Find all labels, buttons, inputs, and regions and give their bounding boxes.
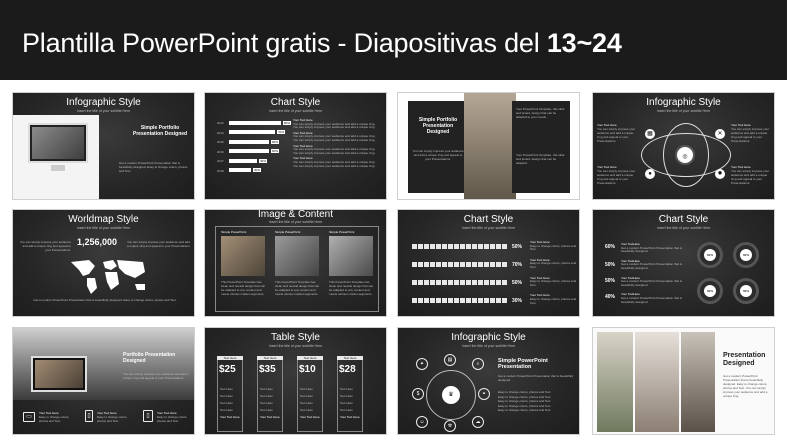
- tools-icon: ✕: [715, 129, 725, 139]
- slide-subtitle: Insert the title of your subtitle Here: [656, 226, 711, 230]
- price-value: $28: [339, 364, 356, 375]
- row-percent: 50%: [605, 278, 616, 284]
- monitor-icon: [31, 356, 87, 392]
- donut-chart: 60%: [697, 278, 723, 304]
- puzzle-bar: [412, 298, 508, 303]
- slide-thumbnail-24[interactable]: [592, 327, 775, 435]
- slide-heading: Simple PowerPoint Presentation: [498, 358, 548, 370]
- bottom-text: Get a modern PowerPoint Presentation that is beautifully designed. Easy to change colors, photos and Text.: [33, 298, 177, 302]
- plant-photo: [597, 332, 633, 432]
- column-body: This PowerPoint Template has clean and neutral design that can be adapted to any content and meets various market segments.: [221, 280, 266, 296]
- puzzle-bar: [412, 280, 508, 285]
- monitor-icon: [28, 123, 88, 163]
- bar-percent: 30%: [512, 298, 523, 304]
- text-block: Your Text Here You can simply impress your audience and add a unique zing and appeal to your Presentations.: [731, 165, 770, 185]
- year-labels: 2013 2014 2015 2016 2017 2018: [217, 121, 224, 173]
- left-text: You can simply impress your audience and add a unique zing and appeal to your Presentations.: [19, 240, 71, 252]
- text-block: Your Text Here You can simply impress your audience and add a unique zing and appeal to your Presentations.: [731, 123, 770, 143]
- phone-icon: ▯: [85, 410, 93, 422]
- slide-thumbnail-22[interactable]: [204, 327, 387, 435]
- donut-chart: 60%: [733, 242, 759, 268]
- slide-title: Worldmap Style: [68, 214, 139, 225]
- cloud-icon: ☁: [472, 416, 484, 428]
- row-labels: Text Here Text Here Text Here Text Here Your Text Here: [300, 387, 320, 419]
- slide-body: Get a modern PowerPoint Presentation that is beautifully designed. Easy to change colors, photos and Text. You can simply impress your audience and add a unique zing.: [723, 374, 768, 398]
- bar-value: 40%: [260, 159, 267, 163]
- slide-thumbnail-19[interactable]: [397, 209, 580, 317]
- row-percent: 50%: [605, 262, 616, 268]
- desktop-icon: ▭: [23, 412, 35, 422]
- slide-subtitle: Insert the title of your subtitle Here: [76, 226, 131, 230]
- slide-title: Infographic Style: [646, 97, 721, 108]
- column-header: Text Here: [337, 356, 363, 360]
- row-labels: Text Here Text Here Text Here Text Here Your Text Here: [220, 387, 240, 419]
- grid-icon: ▦: [645, 129, 655, 139]
- slide-thumbnail-23[interactable]: [397, 327, 580, 435]
- slide-thumbnail-14[interactable]: [204, 92, 387, 200]
- side-text: Your PowerPoint Template, this slide and texted, design that can be adapted to your needs.: [516, 107, 565, 119]
- donut-chart: 60%: [697, 242, 723, 268]
- chart-bar: [229, 149, 269, 153]
- lightbulb-icon: ✦: [416, 358, 428, 370]
- price-value: $25: [219, 364, 236, 375]
- slide-title: Chart Style: [658, 214, 709, 225]
- price-value: $35: [259, 364, 276, 375]
- slide-subtitle: Insert the title of your subtitle Here: [268, 344, 323, 348]
- chart-bar: [229, 121, 281, 125]
- search-icon: ⌕: [472, 358, 484, 370]
- column-label: Simple PowerPoint: [275, 230, 301, 234]
- slide-heading: Simple Portfolio Presentation Designed: [418, 117, 458, 135]
- slide-title: Infographic Style: [451, 332, 526, 343]
- slide-heading: Presentation Designed: [723, 352, 766, 367]
- column-body: This PowerPoint Template has clean and neutral design that can be adapted to any content and meets various market segments.: [275, 280, 320, 296]
- device-text: Your Text Here Easy to change colors, photos and Text.: [39, 411, 70, 423]
- bar-value: 60%: [272, 140, 279, 144]
- column-header: Text Here: [297, 356, 323, 360]
- bar-percent: 50%: [512, 244, 523, 250]
- image-placeholder: [329, 236, 373, 276]
- row-percent: 40%: [605, 294, 616, 300]
- notes: Your Text Here Easy to change colors, photos and Text. Your Text Here Easy to change colors, photos and Text. Your Text Here Easy to change colors, photos and Text. Your Text Here Easy to change colors, photos and Text.: [530, 240, 577, 305]
- banner-title-range: 13~24: [546, 28, 622, 58]
- bar-percent: 50%: [512, 280, 523, 286]
- slide-subtitle: Insert the title of your subtitle Here: [461, 226, 516, 230]
- user-icon: ●: [645, 169, 655, 179]
- bar-value: 30%: [254, 168, 261, 172]
- bar-value: 70%: [278, 130, 285, 134]
- bullet-list: Easy to change colors, photos and Text. Easy to change colors, photos and Text. Easy to change colors, photos and Text. Easy to change colors, photos and Text. Easy to change colors, photos and Text.: [498, 390, 552, 412]
- text-block: Your Text Here You can simply impress your audience and add a unique zing and appeal to your Presentations.: [597, 165, 636, 185]
- slide-title: Table Style: [271, 332, 320, 343]
- slide-subtitle: Insert the title of your subtitle Here: [268, 109, 323, 113]
- donut-chart: 60%: [733, 278, 759, 304]
- column-label: Simple PowerPoint: [221, 230, 247, 234]
- slide-heading: Simple Portfolio Presentation Designed: [132, 125, 188, 137]
- slide-subtitle: Insert the title of your subtitle Here: [461, 344, 516, 348]
- side-text: Your PowerPoint Template, this slide and texted, design that can be adapted.: [516, 153, 565, 165]
- slide-title: Image & Content: [257, 209, 334, 220]
- slide-subtitle: Insert the title of your subtitle Here: [656, 109, 711, 113]
- column-body: This PowerPoint Template has clean and neutral design that can be adapted to any content and meets various market segments.: [329, 280, 374, 296]
- people-icon: ☺: [416, 416, 428, 428]
- person-photo: [464, 93, 516, 200]
- slide-title: Chart Style: [270, 97, 321, 108]
- column-label: Simple PowerPoint: [329, 230, 355, 234]
- slide-thumbnail-21[interactable]: [12, 327, 195, 435]
- row-labels: Text Here Text Here Text Here Text Here Your Text Here: [340, 387, 360, 419]
- money-icon: $: [412, 388, 424, 400]
- globe-icon: ◎: [675, 145, 695, 165]
- laptop-photo: [681, 332, 715, 432]
- right-text: You can simply impress your audience and add a unique zing and appeal to your Presentations.: [127, 240, 191, 248]
- bar-percent: 70%: [512, 262, 523, 268]
- slide-body: You can simply impress your audience and add a unique zing and appeal to your Presentations.: [123, 372, 189, 380]
- slide-thumbnail-13[interactable]: [12, 92, 195, 200]
- slide-body: Get a modern PowerPoint Presentation that is beautifully designed.: [498, 374, 574, 382]
- slide-title: Chart Style: [463, 214, 514, 225]
- gear-icon: ✹: [715, 169, 725, 179]
- row-notes: Your TextHere Get a modern PowerPoint Presentation that is beautifully designed. Your TextHere Get a modern PowerPoint Presentation that is beautifully designed. Your TextHere Get a modern PowerPoint Presentation that is beautifully designed. Your TextHere Get a modern PowerPoint Presentation that is beautifully designed.: [621, 242, 683, 304]
- price-value: $10: [299, 364, 316, 375]
- slide-thumbnail-16[interactable]: [592, 92, 775, 200]
- slide-body: You can simply impress your audience and add a unique zing and appeal to your Presentations.: [412, 149, 464, 161]
- slide-thumbnail-15[interactable]: [397, 92, 580, 200]
- bar-value: 80%: [284, 121, 291, 125]
- slide-subtitle: Insert the title of your subtitle Here: [76, 109, 131, 113]
- monitor-stand: [51, 165, 65, 171]
- chart-notes: Your Text Here You can simply impress your audience and add a unique zing. You can simply impress your audience and add a unique zing. Your Text Here You can simply impress your audience and add a unique zing. You can simply impress your audience and add a unique zing. Your Text Here You can simply impress your audience and add a unique zing. You can simply impress your audience and add a unique zing. Your Text Here You can simply impress your audience and add a unique zing. You can simply impress your audience and add a unique zing.: [293, 118, 376, 168]
- chart-bar: [229, 159, 257, 163]
- slide-title: Infographic Style: [66, 97, 141, 108]
- device-text: Your Text Here Easy to change colors, photos and Text.: [97, 411, 128, 423]
- image-placeholder: [221, 236, 265, 276]
- slide-thumbnail-17[interactable]: [12, 209, 195, 317]
- world-map-icon: [65, 256, 151, 296]
- slide-heading: Portfolio Presentation Designed: [123, 352, 176, 364]
- slide-body: Get a modern PowerPoint Presentation that is beautifully designed. Easy to change colors, photos and Text.: [119, 161, 188, 173]
- bar-value: 60%: [272, 149, 279, 153]
- column-header: Text Here: [257, 356, 283, 360]
- chart-bar: [229, 168, 251, 172]
- chart-bar: [229, 140, 269, 144]
- device-text: Your Text Here Easy to change colors, photos and Text.: [157, 411, 188, 423]
- handshake-icon: ⚭: [478, 388, 490, 400]
- banner: [0, 0, 787, 80]
- banner-title-text: Plantilla PowerPoint gratis - Diapositivas del: [22, 28, 547, 58]
- puzzle-bar: [412, 262, 508, 267]
- slide-thumbnail-20[interactable]: [592, 209, 775, 317]
- slide-thumbnail-18[interactable]: [204, 209, 387, 317]
- slide-subtitle: Insert the title of your subtitle Here: [268, 220, 323, 224]
- tablet-icon: ▯: [143, 410, 153, 422]
- trophy-icon: ♛: [442, 386, 460, 404]
- woman-photo: [635, 332, 679, 432]
- puzzle-bar: [412, 244, 508, 249]
- banner-title: [22, 28, 622, 59]
- row-labels: Text Here Text Here Text Here Text Here Your Text Here: [260, 387, 280, 419]
- chart-icon: ▤: [444, 354, 456, 366]
- dark-panel: [408, 101, 468, 193]
- chart-bar: [229, 130, 275, 134]
- text-block: Your Text Here You can simply impress your audience and add a unique zing and appeal to your Presentations.: [597, 123, 636, 143]
- nuclear-icon: ☢: [444, 420, 456, 432]
- column-header: Text Here: [217, 356, 243, 360]
- row-percent: 60%: [605, 244, 616, 250]
- big-number: 1,256,000: [77, 237, 118, 247]
- image-placeholder: [275, 236, 319, 276]
